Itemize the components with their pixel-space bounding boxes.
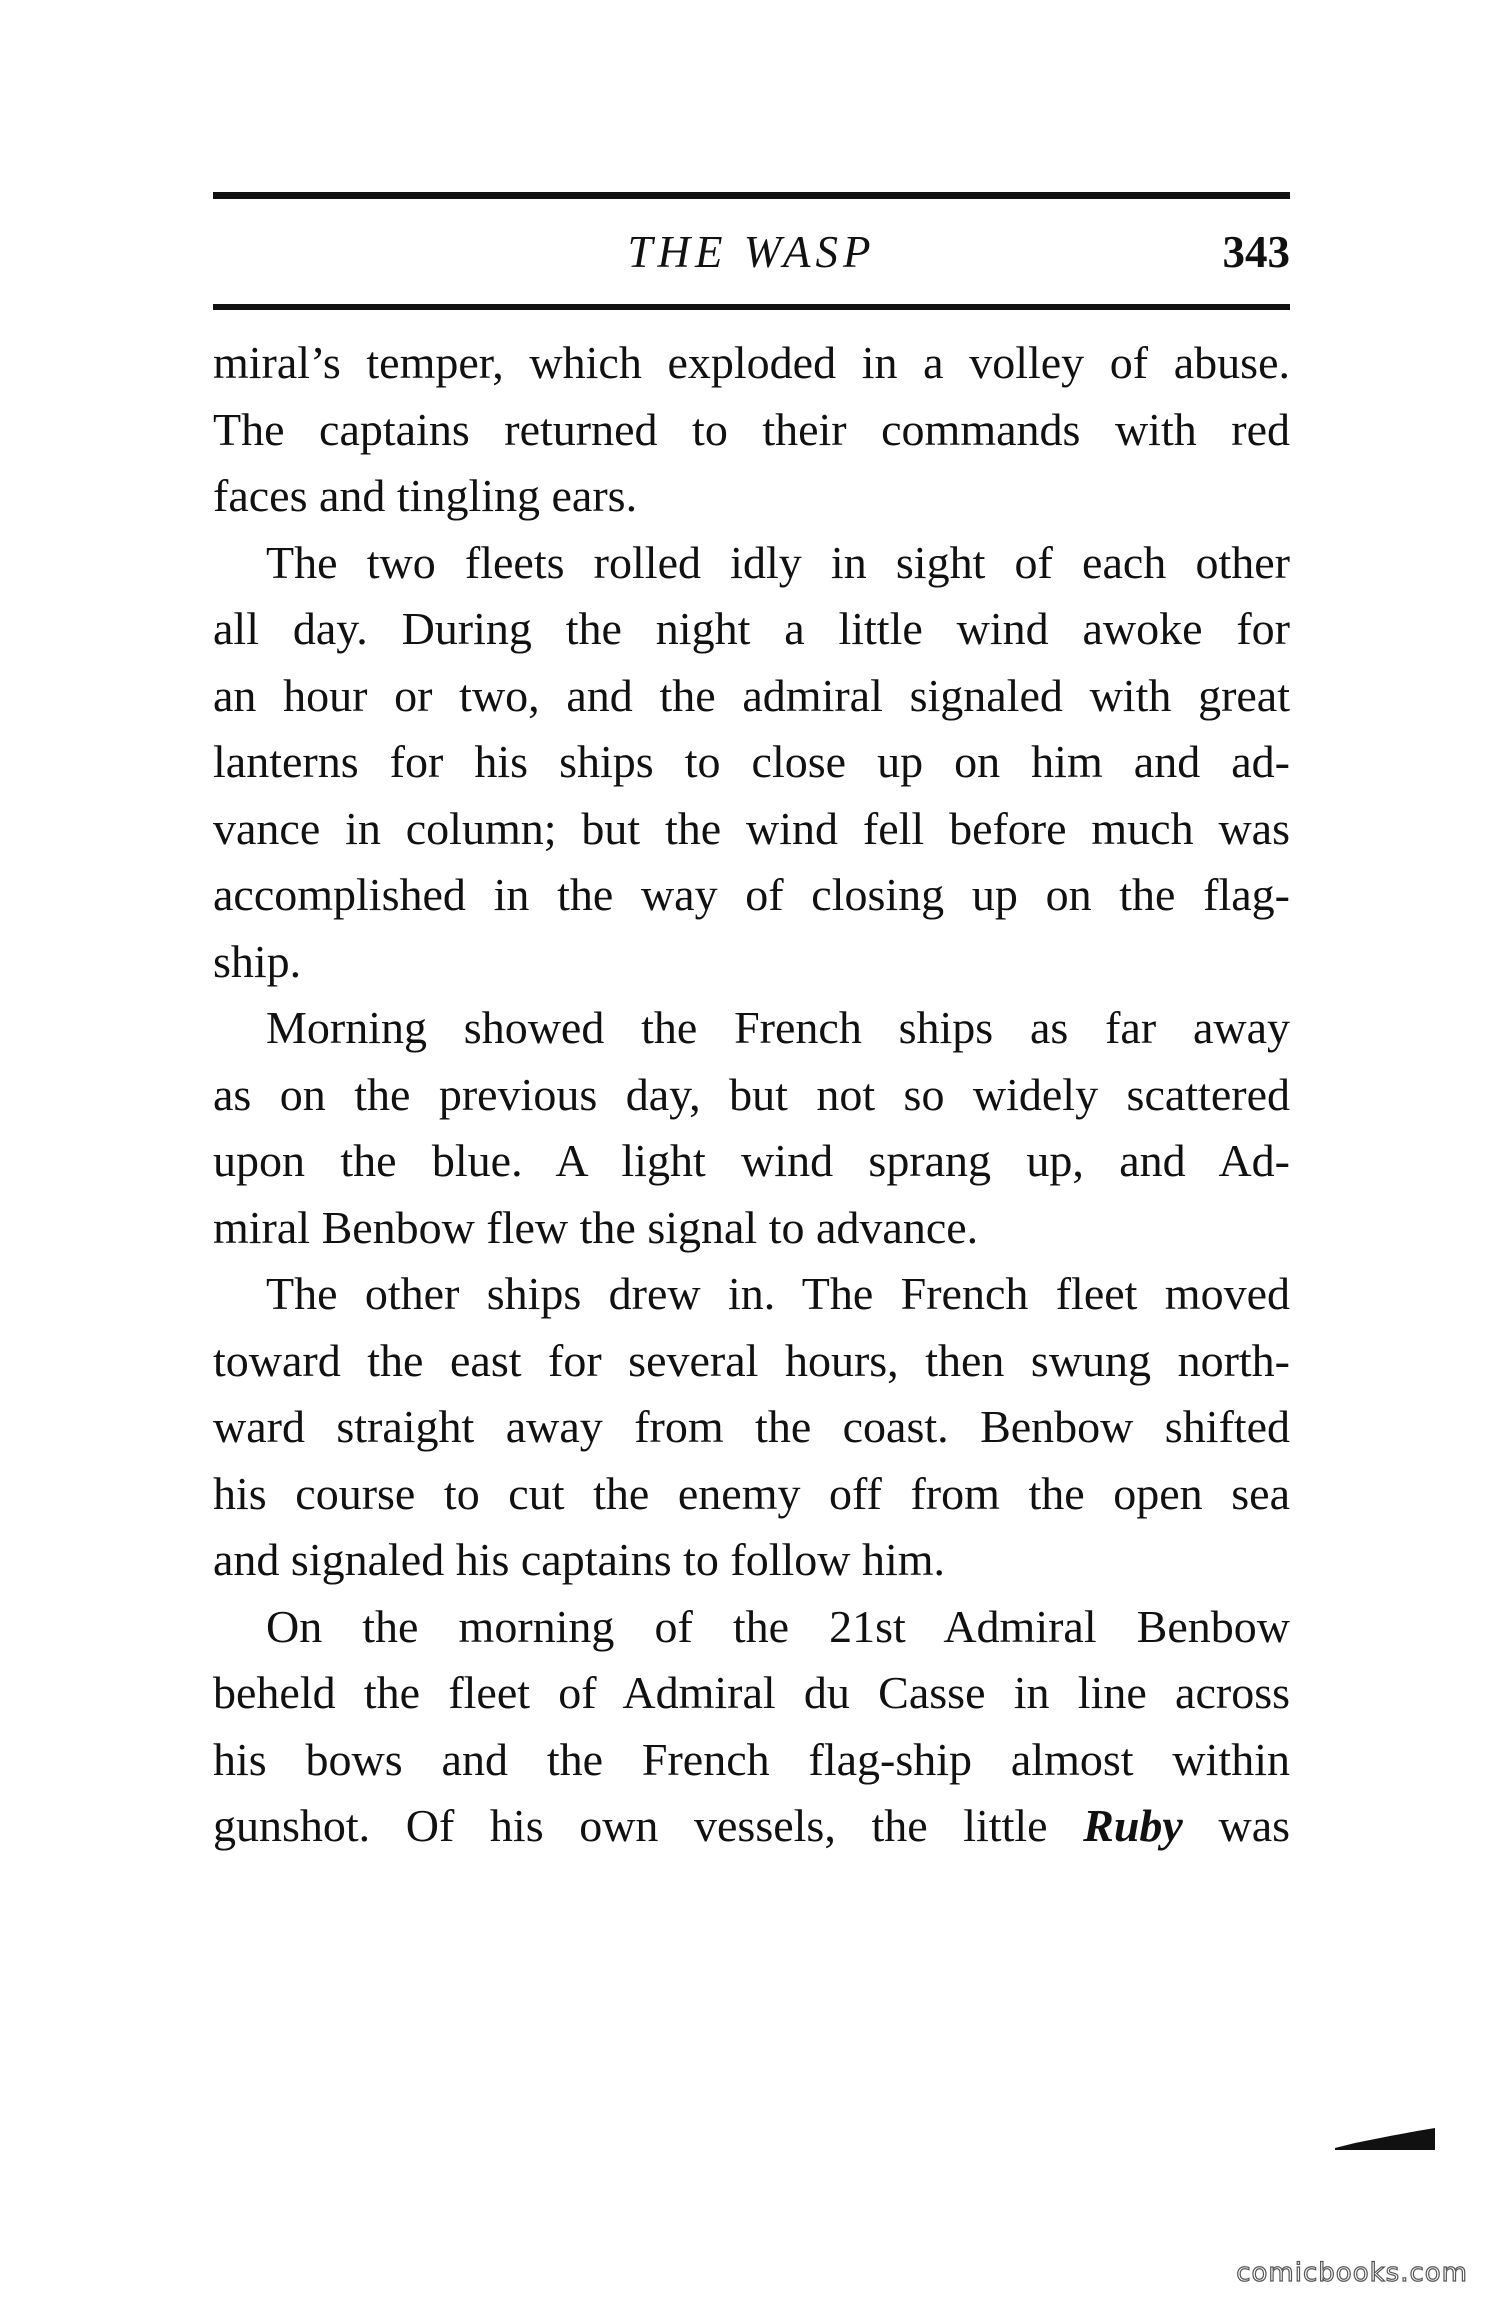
text-line: ship. [213, 935, 302, 987]
text-line: all day. During the night a little wind awoke for [213, 603, 1290, 654]
text-line: as on the previous day, but not so widely scattered [213, 1068, 1290, 1120]
running-title: THE WASP [627, 227, 876, 277]
text-line: his course to cut the enemy off from the open sea [213, 1467, 1290, 1519]
text-line: Morning showed the French ships as far away [266, 1002, 1290, 1053]
text-segment: gunshot. Of his own vessels, the little [213, 1800, 1048, 1851]
header-rule-top [213, 192, 1290, 199]
text-line: The other ships drew in. The French fleet moved [266, 1268, 1290, 1319]
text-line: lanterns for his ships to close up on him and ad- [213, 736, 1290, 787]
watermark: comicbooks.com [1236, 2258, 1468, 2288]
ship-name: Ruby [1083, 1800, 1183, 1851]
text-line: The two fleets rolled idly in sight of each other [266, 536, 1290, 588]
text-line: beheld the fleet of Admiral du Casse in line across [213, 1667, 1290, 1718]
text-line: miral Benbow flew the signal to advance. [213, 1201, 979, 1253]
text-segment: was [1218, 1800, 1291, 1851]
text-line: miral’s temper, which exploded in a volley of abuse. [213, 337, 1290, 388]
text-line: upon the blue. A light wind sprang up, and Ad- [213, 1135, 1290, 1186]
header-rule-bottom [213, 304, 1290, 310]
body-text [213, 330, 1290, 1860]
running-head [213, 222, 1290, 282]
text-line: The captains returned to their commands with red [213, 403, 1290, 455]
page-number: 343 [1222, 227, 1290, 277]
text-line: vance in column; but the wind fell before much was [213, 802, 1290, 854]
text-line: an hour or two, and the admiral signaled with great [213, 669, 1290, 721]
text-line: toward the east for several hours, then swung north- [213, 1334, 1290, 1386]
text-line: faces and tingling ears. [213, 470, 638, 521]
text-line [213, 1793, 1290, 1860]
text-line: and signaled his captains to follow him. [213, 1534, 946, 1585]
ink-smudge [1335, 2128, 1435, 2150]
text-line: his bows and the French flag-ship almost within [213, 1733, 1290, 1785]
text-line: accomplished in the way of closing up on the flag- [213, 869, 1290, 920]
text-line: ward straight away from the coast. Benbow shifted [213, 1401, 1290, 1452]
text-line: On the morning of the 21st Admiral Benbow [266, 1600, 1290, 1652]
